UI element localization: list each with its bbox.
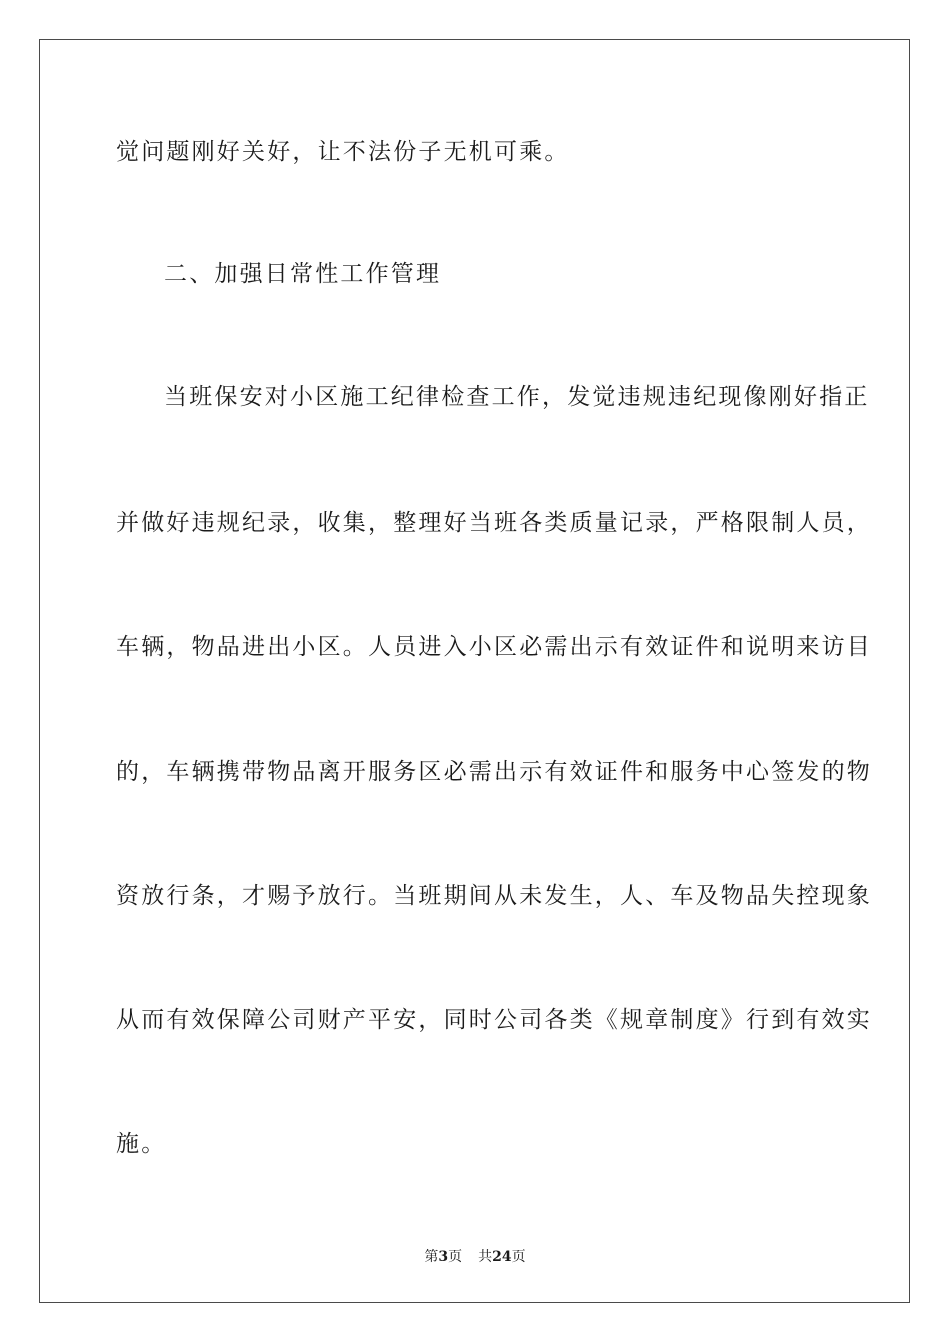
page-border xyxy=(39,39,910,1303)
total-prefix: 共 xyxy=(478,1249,493,1265)
page-suffix: 页 xyxy=(448,1249,463,1265)
paragraph-line-1: 觉问题刚好关好，让不法份子无机可乘。 xyxy=(116,139,570,165)
page-prefix: 第 xyxy=(424,1249,439,1265)
page-footer xyxy=(0,1248,950,1266)
paragraph-line-7: 资放行条，才赐予放行。当班期间从未发生，人、车及物品失控现象 xyxy=(116,883,872,909)
paragraph-line-6: 的，车辆携带物品离开服务区必需出示有效证件和服务中心签发的物 xyxy=(116,759,872,785)
paragraph-line-3: 当班保安对小区施工纪律检查工作，发觉违规违纪现像刚好指正 xyxy=(164,384,870,410)
paragraph-line-9: 施。 xyxy=(116,1131,167,1157)
page-number: 3 xyxy=(438,1249,449,1265)
page-total: 24 xyxy=(492,1249,512,1265)
paragraph-line-4: 并做好违规纪录，收集，整理好当班各类质量记录，严格限制人员， xyxy=(116,510,872,536)
section-heading: 二、加强日常性工作管理 xyxy=(164,261,442,287)
total-suffix: 页 xyxy=(511,1249,526,1265)
paragraph-line-5: 车辆，物品进出小区。人员进入小区必需出示有效证件和说明来访目 xyxy=(116,634,872,660)
paragraph-line-8: 从而有效保障公司财产平安，同时公司各类《规章制度》行到有效实 xyxy=(116,1007,872,1033)
